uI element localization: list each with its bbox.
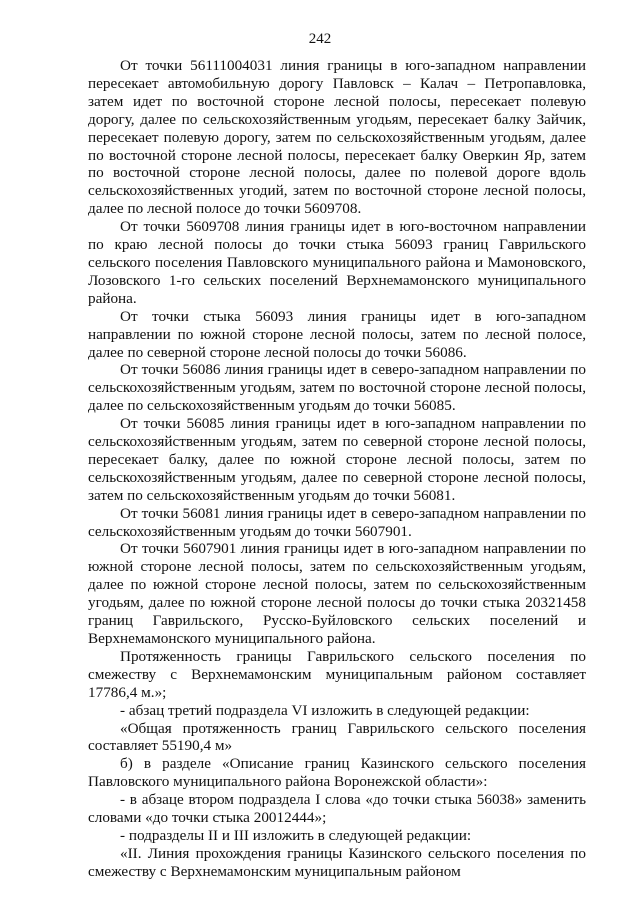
paragraph: - подразделы II и III изложить в следующей редакции: — [120, 826, 472, 844]
paragraph: «Общая протяженность границ Гаврильского сельского поселения составляет 55190,4 м» — [88, 719, 586, 755]
page-number: 242 — [308, 31, 332, 47]
paragraph: б) в разделе «Описание границ Казинского сельского поселения Павловского муниципального района Воронежской области»: — [88, 755, 586, 791]
paragraph: От точки 5609708 линия границы идет в юго-восточном направлении по краю лесной полосы до точки стыка 56093 границ Гаврильского сельского поселения Павловского муниципального района и Мамоновского, Лозовского 1-го сельских поселений Верхнемамонского муниципального района. — [88, 218, 586, 307]
paragraph: - абзац третий подраздела VI изложить в следующей редакции: — [120, 701, 530, 719]
paragraph: От точки 56111004031 линия границы в юго-западном направлении пересекает автомобильную дорогу Павловск – Калач – Петропавловка, затем идет по восточной стороне лесной полосы, пересекает полевую дорогу, далее по сельскохозяйственным угодьям, пересекает балку Зайчик, пересекает полевую дорогу, затем по сельскохозяйственным угодьям, далее по восточной стороне лесной полосы, пересекает балку Оверкин Яр, затем по восточной стороне лесной полосы, далее по полевой дороге вдоль сельскохозяйственных угодий, затем по восточной стороне лесной полосы, далее по лесной полосе до точки 5609708. — [88, 57, 586, 218]
paragraph: От точки 5607901 линия границы идет в юго-западном направлении по южной стороне лесной полосы, затем по сельскохозяйственным угодьям, далее по южной стороне лесной полосы, затем по сельскохозяйственным угодьям, далее по южной стороне лесной полосы до точки стыка 20321458 границ Гаврильского, Русско-Буйловского сельских поселений и Верхнемамонского муниципального района. — [88, 540, 586, 647]
paragraph: «II. Линия прохождения границы Казинского сельского поселения по смежеству с Верхнемамонским муниципальным районом — [88, 844, 586, 880]
paragraph: От точки 56085 линия границы идет в юго-западном направлении по сельскохозяйственным угодьям, затем по северной стороне лесной полосы, пересекает балку, далее по южной стороне лесной полосы, затем по сельскохозяйственным угодьям, далее по северной стороне лесной полосы, затем по сельскохозяйственным угодьям до точки 56081. — [88, 415, 586, 504]
paragraph: От точки 56081 линия границы идет в северо-западном направлении по сельскохозяйственным угодьям до точки 5607901. — [88, 504, 586, 540]
paragraph: От точки 56086 линия границы идет в северо-западном направлении по сельскохозяйственным угодьям, затем по восточной стороне лесной полосы, далее по сельскохозяйственным угодьям до точки 56085. — [88, 361, 586, 415]
paragraph: Протяженность границы Гаврильского сельского поселения по смежеству с Верхнемамонским муниципальным районом составляет 17786,4 м.»; — [88, 647, 586, 701]
document-body — [88, 57, 586, 881]
paragraph: От точки стыка 56093 линия границы идет в юго-западном направлении по южной стороне лесной полосы, затем по лесной полосе, далее по северной стороне лесной полосы до точки 56086. — [88, 307, 586, 361]
paragraph: - в абзаце втором подраздела I слова «до точки стыка 56038» заменить словами «до точки стыка 20012444»; — [88, 791, 586, 827]
